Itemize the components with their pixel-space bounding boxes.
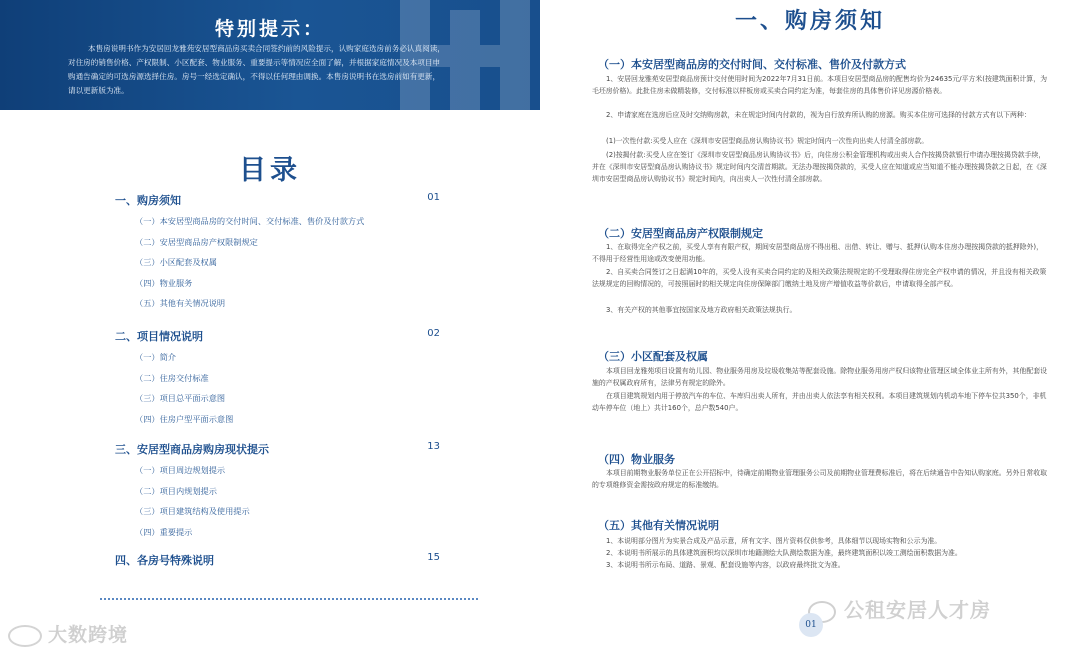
paragraph: 1、安居回龙雅苑安居型商品房预计交付使用时间为2022年7月31日前。本项目安居型商品房的配售均价为24635元/平方米(按建筑面积计算，为毛坯房价格)。此批住房未做精装修，交付标准以样板房或买卖合同约定为准，每套住房的具体售价详见房源价格表。 <box>592 75 1047 95</box>
notice-line: 请以更新版为准。 <box>68 86 129 95</box>
paragraph: (2)按揭付款:买受人应在签订《深圳市安居型商品房认购协议书》后，向住房公积金管理机构或出卖人合作按揭贷款银行申请办理按揭贷款手续，并在《深圳市安居型商品房认购协议书》规定时间内交清首期款。无法办理按揭贷款的，买受人应在知道或应当知道不能办理按揭贷款之日起，在《深圳市安居型商品房认购协议书》规定时间内，向出卖人一次性付清全部房款。 <box>592 151 1047 183</box>
notice-title: 特别提示： <box>214 18 325 40</box>
toc-item[interactable]: （一）简介 <box>135 352 176 362</box>
paragraph: 3、有关产权的其他事宜按国家及地方政府相关政策法规执行。 <box>606 306 797 314</box>
notice-line: 购通告确定的可选房源选择住房。房号一经选定确认，不得以任何理由调换。本售房说明书在选房前如有更新， <box>68 72 441 81</box>
toc-title: 目录 <box>239 155 301 186</box>
paragraph: 本项目回龙雅苑项目设置有幼儿园、物业服务用房及垃圾收集站等配套设施。除物业服务用房产权归该物业管理区域全体业主所有外，其他配套设施的产权属政府所有，法律另有规定的除外。 <box>592 367 1047 387</box>
section-heading-3: （三）小区配套及权属 <box>598 350 708 363</box>
watermark-left <box>8 620 128 647</box>
paragraph: 本项目前期物业服务单位正在公开招标中，待确定前期物业管理服务公司及前期物业管理费标准后，将在后续通告中告知认购家庭。另外日常收取的专项维修资金需按政府规定的标准缴纳。 <box>592 469 1047 489</box>
toc-item[interactable]: （二）住房交付标准 <box>135 373 209 383</box>
toc-section-label: 一、购房须知 <box>115 194 181 207</box>
section-heading-5: （五）其他有关情况说明 <box>598 519 719 532</box>
toc-section-label: 三、安居型商品房购房现状提示 <box>115 443 269 456</box>
paragraph: 2、自买卖合同签订之日起满10年的，买受人没有买卖合同约定的及相关政策法规规定的不受理取得住房完全产权申请的情况，并且没有相关政策法规规定的回购情况的，可按照届时的相关规定向住房保障部门缴纳土地及房产增值收益等价款后，申请取得全部产权。 <box>592 268 1047 288</box>
notice-banner <box>0 0 540 110</box>
page-number: 01 <box>799 613 823 637</box>
toc-section-label: 二、项目情况说明 <box>115 330 203 343</box>
notice-line: 本售房说明书作为安居回龙雅苑安居型商品房买卖合同签约前的风险提示，认购家庭选房前务必认真阅读， <box>88 44 445 53</box>
toc-item[interactable]: （二）项目内规划提示 <box>135 486 217 496</box>
toc-item[interactable]: （二）安居型商品房产权限制规定 <box>135 237 258 247</box>
toc-section-4[interactable] <box>115 552 440 568</box>
toc-item[interactable]: （三）项目建筑结构及使用提示 <box>135 506 250 516</box>
paragraph: 2、本说明书所展示的具体建筑面积均以深圳市地籍测绘大队测绘数据为准，最终建筑面积以竣工测绘面积数据为准。 <box>606 549 962 557</box>
toc-page-number: 13 <box>427 441 440 452</box>
toc-item[interactable]: （三）小区配套及权属 <box>135 257 217 267</box>
toc-item[interactable]: （五）其他有关情况说明 <box>135 298 226 308</box>
paragraph: 在项目建筑规划内用于停放汽车的车位、车库归出卖人所有，并由出卖人依法享有相关权利。本项目建筑规划内机动车地下停车位共350个，非机动车停车位（地上）共计160个，总户数540户。 <box>592 392 1047 412</box>
toc-section-label: 四、各房号特殊说明 <box>115 554 214 567</box>
watermark-right <box>808 594 991 623</box>
section-heading-4: （四）物业服务 <box>598 453 675 466</box>
notice-body <box>68 42 478 98</box>
paragraph: 1、在取得完全产权之前，买受人享有有限产权，期间安居型商品房不得出租、出借、转让、赠与、抵押(认购本住房办理按揭贷款的抵押除外)，不得用于经营性用途或改变使用功能。 <box>592 243 1043 263</box>
watermark-left-text: 大数跨境 <box>48 624 129 646</box>
section-heading-2: （二）安居型商品房产权限制规定 <box>598 227 763 240</box>
toc-item[interactable]: （三）项目总平面示意图 <box>135 393 226 403</box>
toc-item[interactable]: （四）重要提示 <box>135 527 193 537</box>
dotted-divider <box>100 598 478 600</box>
right-page <box>540 0 1080 654</box>
toc-page-number: 02 <box>427 328 440 339</box>
toc-section-2[interactable] <box>115 328 440 344</box>
paragraph: (1)一次性付款:买受人应在《深圳市安居型商品房认购协议书》规定时间内一次性向出卖人付清全部房款。 <box>606 137 929 145</box>
paragraph: 3、本说明书所示布局、道路、景观、配套设施等内容，以政府最终批文为准。 <box>606 561 845 569</box>
toc-section-3[interactable] <box>115 441 440 457</box>
paragraph: 2、申请家庭在选房后应及时交纳购房款，未在规定时间内付款的，视为自行放弃所认购的房源。购买本住房可选择的付款方式有以下两种： <box>606 111 1031 119</box>
toc-section-1[interactable] <box>115 192 440 208</box>
toc-page-number: 01 <box>427 192 440 203</box>
section-heading-1: （一）本安居型商品房的交付时间、交付标准、售价及付款方式 <box>598 58 906 71</box>
page-title: 一、购房须知 <box>734 9 885 34</box>
toc-item[interactable]: （一）项目周边规划提示 <box>135 465 226 475</box>
toc-item[interactable]: （一）本安居型商品房的交付时间、交付标准、售价及付款方式 <box>135 216 365 226</box>
watermark-logo-icon <box>8 625 42 647</box>
notice-line: 对住房的销售价格、产权限制、小区配套、物业服务、重要提示等情况应全面了解，并根据家庭情况及本项目申 <box>68 58 441 67</box>
toc-item[interactable]: （四）住房户型平面示意图 <box>135 414 234 424</box>
paragraph: 1、本说明部分图片为实景合成及产品示意，所有文字、图片资料仅供参考，具体细节以现场实物和公示为准。 <box>606 537 942 545</box>
watermark-right-text: 公租安居人才房 <box>844 598 991 622</box>
toc-item[interactable]: （四）物业服务 <box>135 278 193 288</box>
toc-page-number: 15 <box>427 552 440 563</box>
